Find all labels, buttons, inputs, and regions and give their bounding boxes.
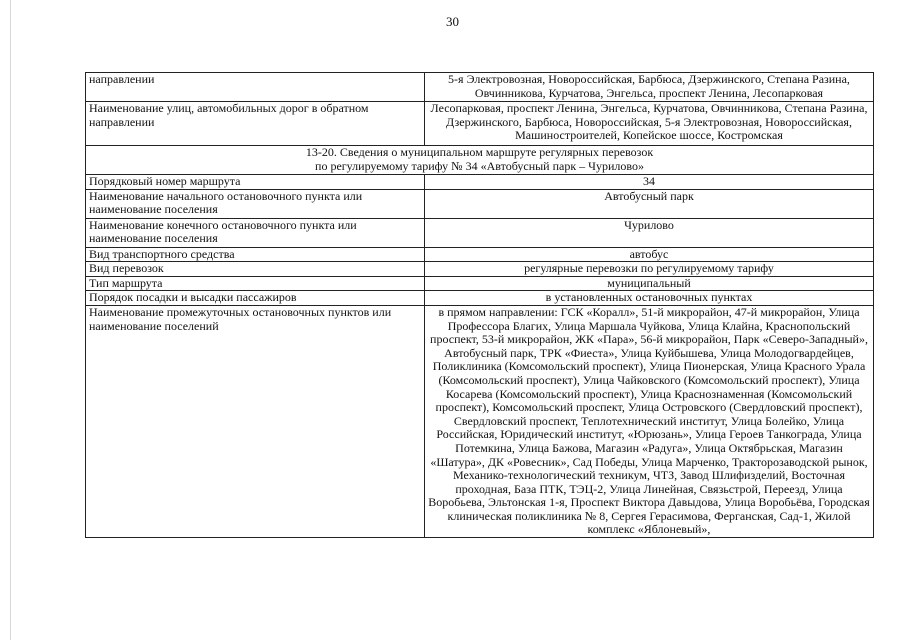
row-value: 5-я Электровозная, Новороссийская, Барбюса, Дзержинского, Степана Разина, Овчинникова, Курчатова, Энгельса, проспект Ленина, Лесопарковая: [425, 73, 874, 102]
page-edge-line: [10, 0, 11, 640]
stops-text: ГСК «Коралл», 51-й микрорайон, 47-й микрорайон, Улица Профессора Благих, Улица Маршала Чуйкова, Улица Клайна, Краснопольский проспект, 53-й микрорайон, ЖК «Пара», 56-й микрорайон, Парк «Северо-Западный», Автобусный парк, ТРК «Фиеста», Улица Куйбышева, Улица Молодогвардейцев, Поликлиника (Комсомольский проспект), Улица Пионерская, Улица Красного Урала (Комсомольский проспект), Улица Чайковского (Комсомольский проспект), Улица Косарева (Комсомольский проспект), Улица Краснознаменная (Комсомольский проспект), Комсомольский проспект, Улица Островского (Свердловский проспект), Свердловский проспект, Теплотехнический институт, Улица Болейко, Улица Российская, Юридический институт, «Юрюзань», Улица Героев Танкограда, Улица Потемкина, Улица Бажова, Магазин «Радуга», Улица Октябрьская, Магазин «Шатура», ДК «Ровесник», Сад Победы, Улица Марченко, Тракторозаводской рынок, Механико-технологический техникум, ЧТЗ, Завод Шлифизделий, Восточная проходная, База ПТК, ТЭЦ-2, Улица Линейная, Связьстрой, Переезд, Улица Воробьева, Эльтонская 1-я, Проспект Виктора Давыдова, Улица Воробьёва, Городская клиническая поликлиника № 8, Сергея Герасимова, Ферганская, Сад-1, Жилой комплекс «Яблоневый»,: [428, 304, 870, 537]
page-number: 30: [446, 14, 459, 29]
table-row: [86, 291, 874, 306]
row-label: Наименование конечного остановочного пункта или наименование поселения: [86, 218, 425, 247]
row-value: автобус: [425, 247, 874, 262]
row-label: направлении: [86, 73, 425, 102]
section-heading: [86, 146, 874, 175]
intermediate-stops-list: [425, 305, 874, 537]
row-label: Порядковый номер маршрута: [86, 175, 425, 190]
stops-direction-intro: в прямом направлении:: [438, 304, 558, 319]
row-label: Порядок посадки и высадки пассажиров: [86, 291, 425, 306]
row-value: муниципальный: [425, 276, 874, 291]
row-label: Вид транспортного средства: [86, 247, 425, 262]
row-label: Тип маршрута: [86, 276, 425, 291]
row-value: Чурилово: [425, 218, 874, 247]
row-label: Вид перевозок: [86, 262, 425, 277]
row-value: Лесопарковая, проспект Ленина, Энгельса, Курчатова, Овчинникова, Степана Разина, Дзержинского, Барбюса, Новороссийская, 5-я Электровозная, Новороссийская, Машиностроителей, Копейское шоссе, Костромская: [425, 102, 874, 146]
table-row: [86, 102, 874, 146]
table-row: [86, 276, 874, 291]
row-value: 34: [425, 175, 874, 190]
table-row: [86, 175, 874, 190]
route-table: [85, 72, 874, 538]
section-heading-line2: по регулируемому тарифу № 34 «Автобусный парк – Чурилово»: [315, 158, 644, 173]
table-row: [86, 218, 874, 247]
table-row: [86, 305, 874, 537]
table-row: [86, 73, 874, 102]
table-row: [86, 247, 874, 262]
row-label: Наименование начального остановочного пункта или наименование поселения: [86, 189, 425, 218]
row-label: Наименование улиц, автомобильных дорог в обратном направлении: [86, 102, 425, 146]
row-value: в установленных остановочных пунктах: [425, 291, 874, 306]
section-heading-row: [86, 146, 874, 175]
row-label: Наименование промежуточных остановочных пунктов или наименование поселений: [86, 305, 425, 537]
row-value: регулярные перевозки по регулируемому тарифу: [425, 262, 874, 277]
section-heading-line1: 13-20. Сведения о муниципальном маршруте регулярных перевозок: [305, 145, 654, 159]
row-value: Автобусный парк: [425, 189, 874, 218]
table-row: [86, 262, 874, 277]
table-row: [86, 189, 874, 218]
